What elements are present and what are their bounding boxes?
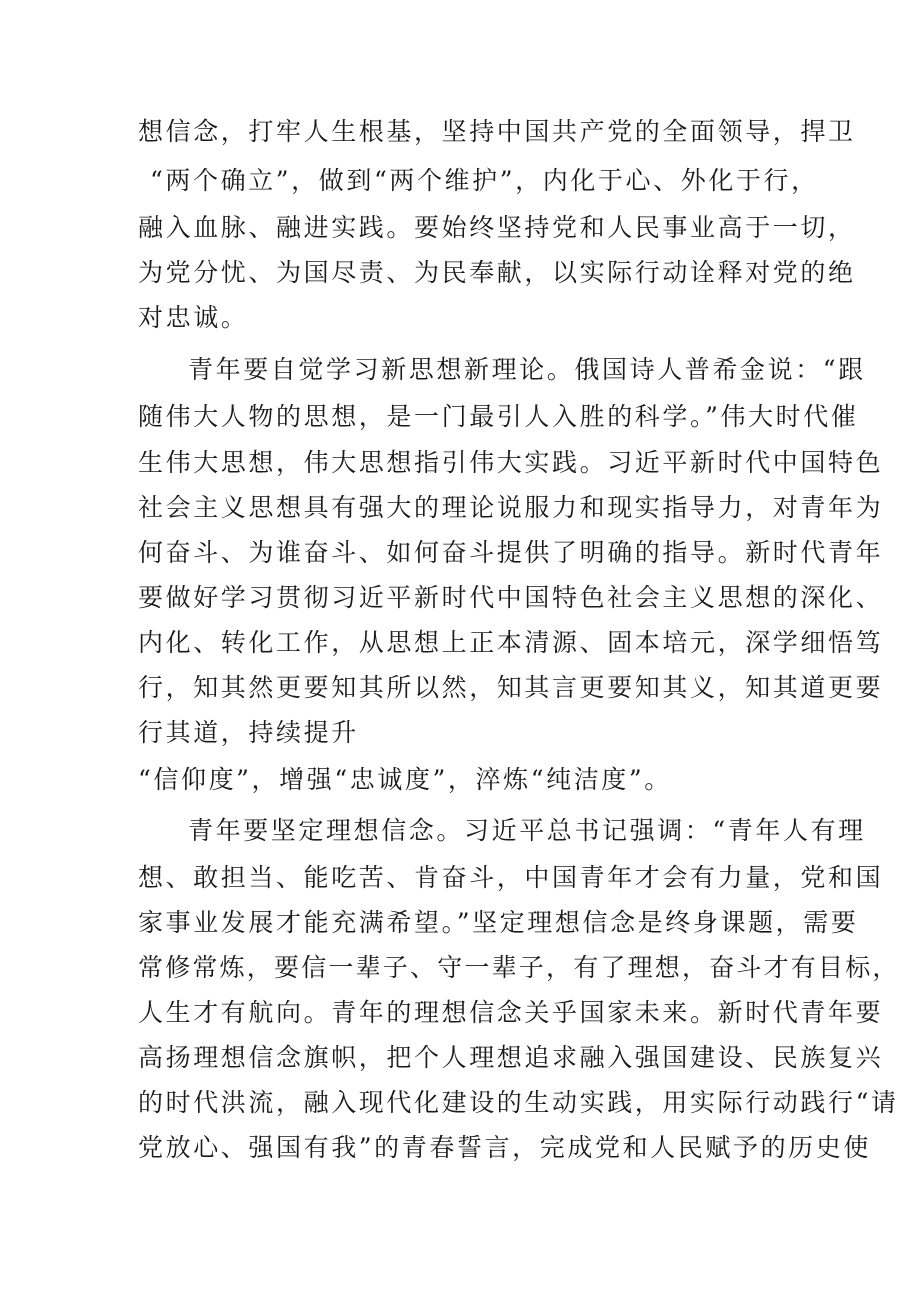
text-line: 党放心、强国有我”的青春誓言，完成党和人民赋予的历史使 bbox=[138, 1133, 871, 1162]
text-line: 高扬理想信念旗帜，把个人理想追求融入强国建设、民族复兴 bbox=[138, 1043, 884, 1072]
text-line: 行其道，持续提升 bbox=[138, 718, 359, 747]
text-line: 内化、转化工作，从思想上正本清源、固本培元，深学细悟笃 bbox=[138, 628, 884, 657]
paragraph-first-line: 青年要自觉学习新思想新理论。俄国诗人普希金说：“跟 bbox=[188, 355, 866, 384]
text-line: 社会主义思想具有强大的理论说服力和现实指导力，对青年为 bbox=[138, 493, 884, 522]
text-line: 人生才有航向。青年的理想信念关乎国家未来。新时代青年要 bbox=[138, 998, 884, 1027]
text-line: 为党分忧、为国尽责、为民奉献，以实际行动诠释对党的绝 bbox=[138, 258, 856, 287]
text-line: 的时代洪流，融入现代化建设的生动实践，用实际行动践行“请 bbox=[138, 1088, 899, 1117]
text-line: 何奋斗、为谁奋斗、如何奋斗提供了明确的指导。新时代青年 bbox=[138, 538, 884, 567]
text-line: 随伟大人物的思想，是一门最引人入胜的科学。”伟大时代催 bbox=[138, 402, 859, 431]
text-line: 行，知其然更要知其所以然，知其言更要知其义，知其道更要 bbox=[138, 673, 884, 702]
text-line: “信仰度”，增强“忠诚度”，淬炼“纯洁度”。 bbox=[138, 765, 672, 794]
text-line: 想、敢担当、能吃苦、肯奋斗，中国青年才会有力量，党和国 bbox=[138, 863, 884, 892]
text-line: 融入血脉、融进实践。要始终坚持党和人民事业高于一切， bbox=[138, 213, 856, 242]
text-line: 要做好学习贯彻习近平新时代中国特色社会主义思想的深化、 bbox=[138, 583, 884, 612]
text-line: 生伟大思想，伟大思想指引伟大实践。习近平新时代中国特色 bbox=[138, 448, 884, 477]
text-line: 想信念，打牢人生根基，坚持中国共产党的全面领导，捍卫 bbox=[138, 117, 856, 146]
text-line: 常修常炼，要信一辈子、守一辈子，有了理想，奋斗才有目标， bbox=[138, 953, 900, 982]
text-line: “两个确立”，做到“两个维护”，内化于心、外化于行， bbox=[150, 166, 819, 195]
text-line: 对忠诚。 bbox=[138, 303, 249, 332]
text-line: 家事业发展才能充满希望。”坚定理想信念是终身课题，需要 bbox=[138, 908, 859, 937]
paragraph-first-line: 青年要坚定理想信念。习近平总书记强调：“青年人有理 bbox=[188, 816, 866, 845]
